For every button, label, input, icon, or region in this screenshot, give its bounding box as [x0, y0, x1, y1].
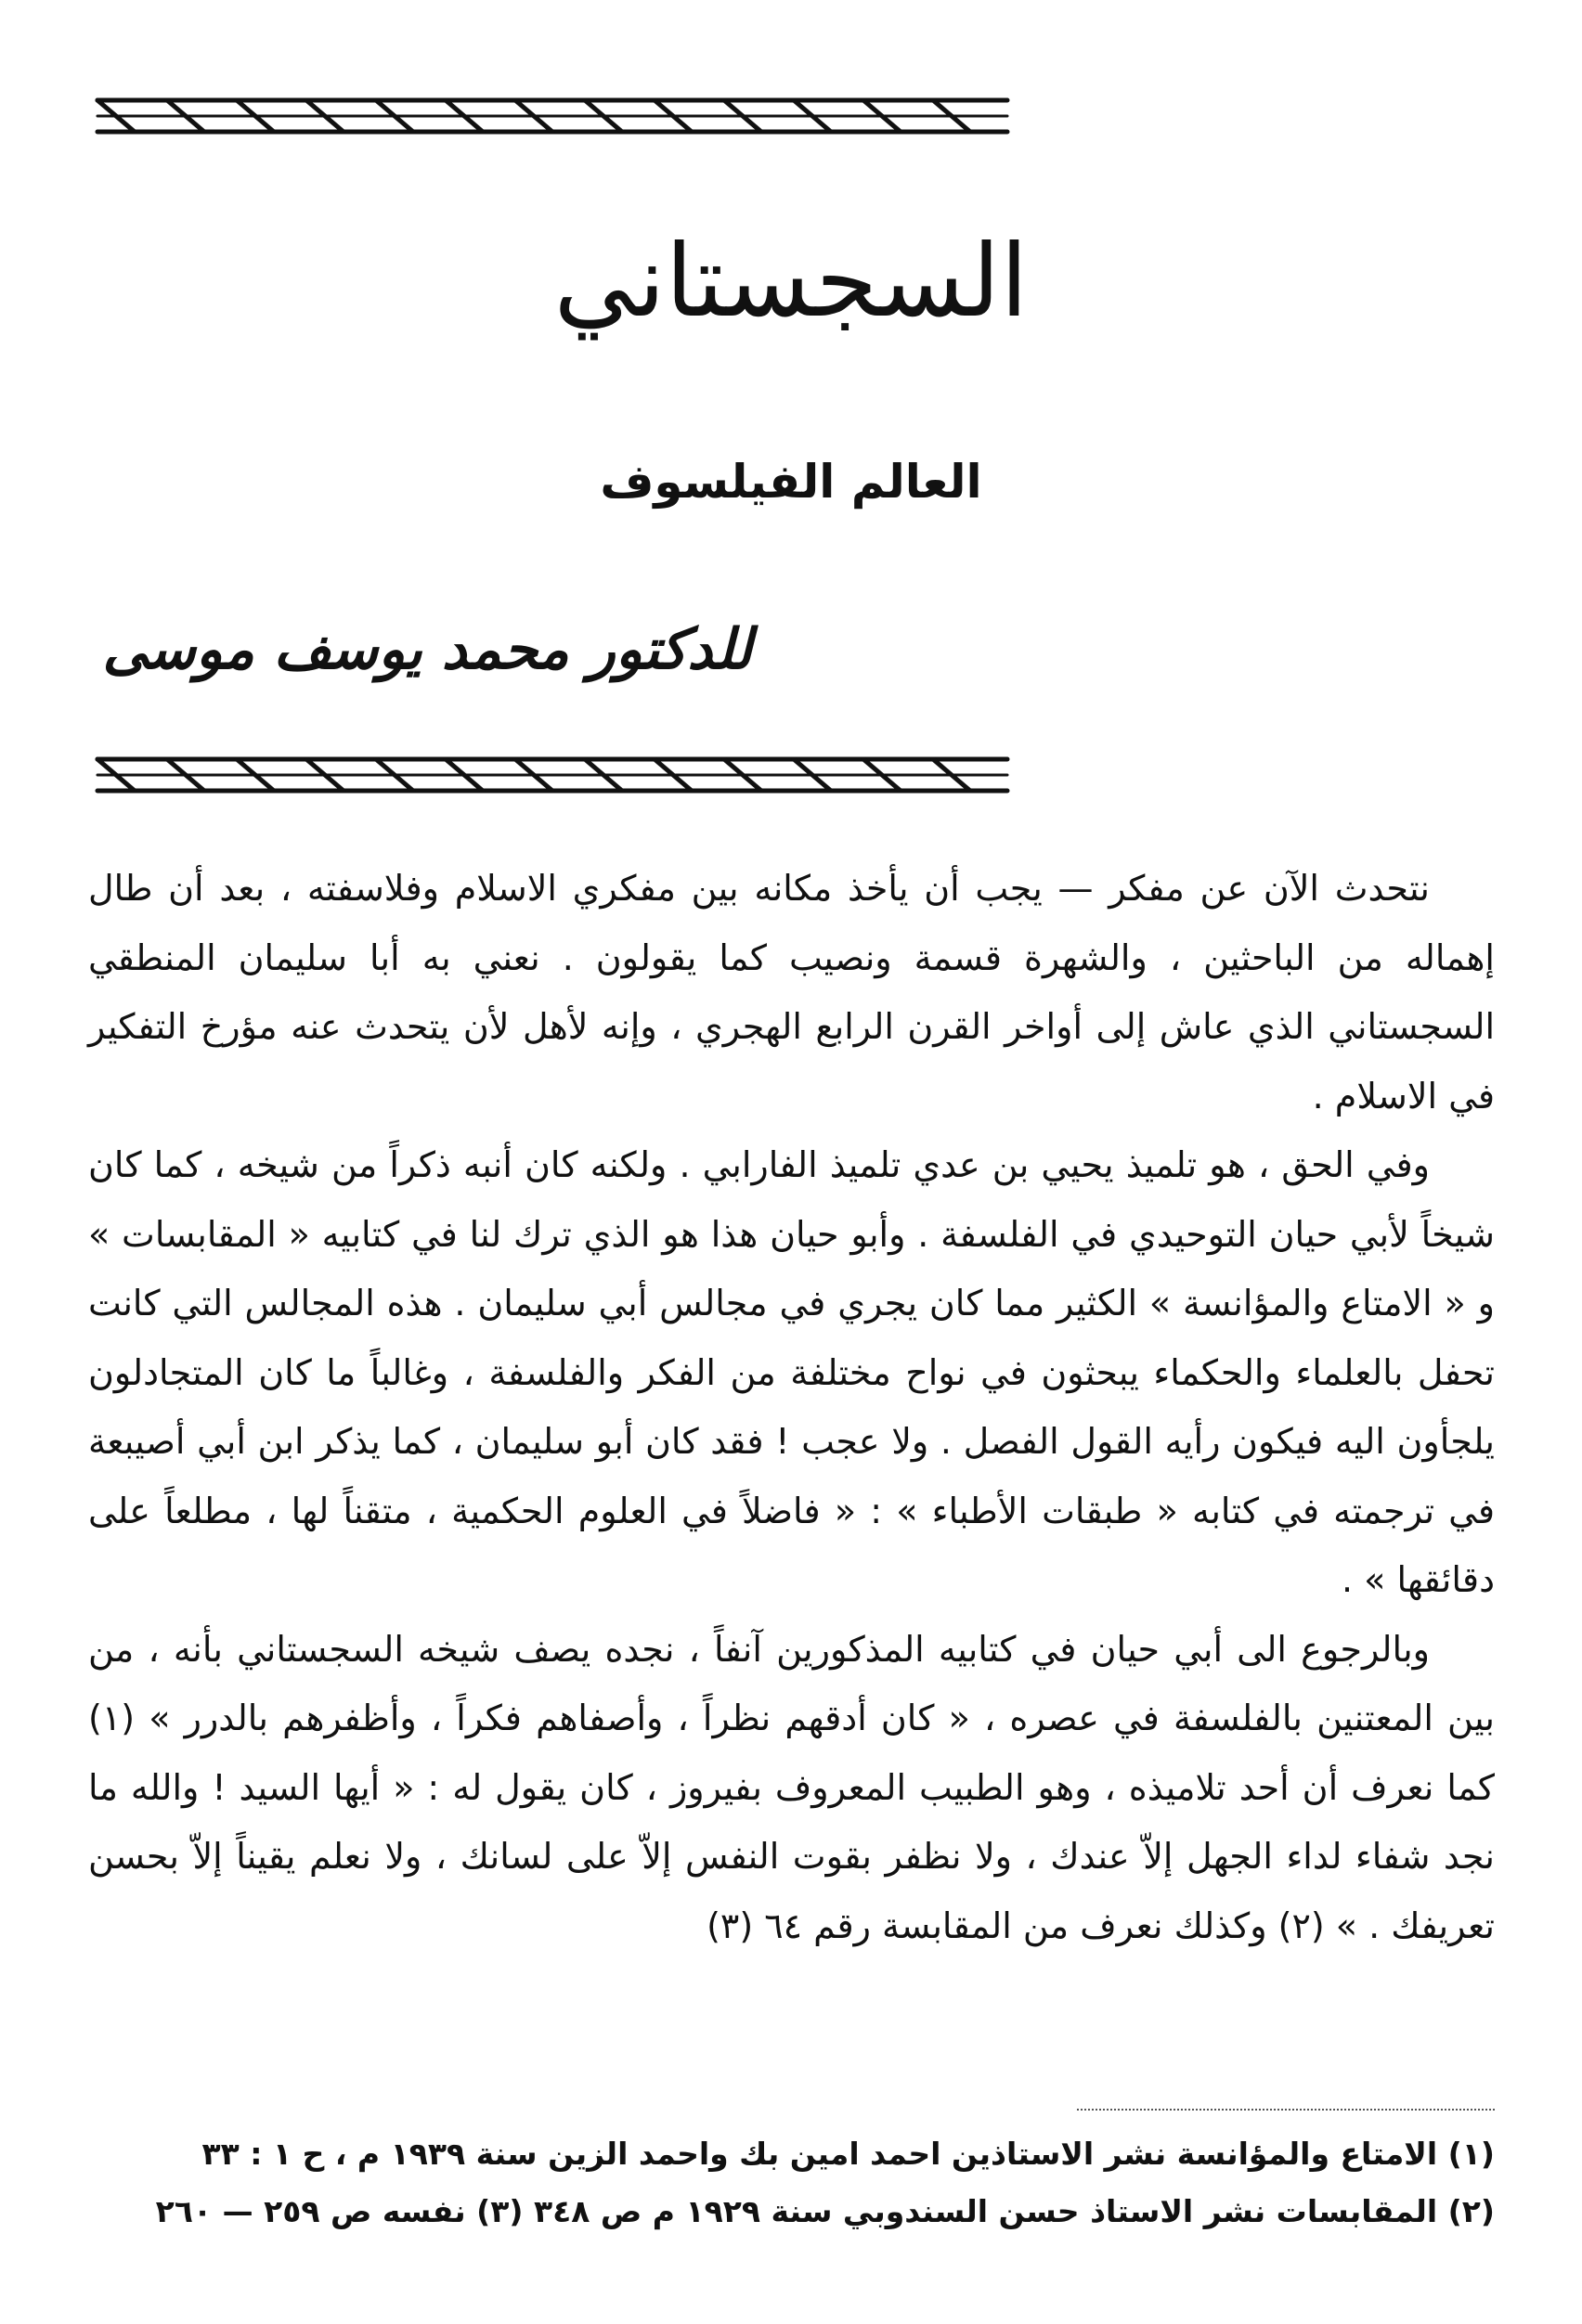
article-subtitle: العالم الفيلسوف	[600, 455, 982, 509]
article-title: السجستاني	[553, 224, 1029, 340]
paragraph-3: وبالرجوع الى أبي حيان في كتابيه المذكورين آنفاً ، نجده يصف شيخه السجستاني بأنه ، من بين المعتنين بالفلسفة في عصره ، « كان أدقهم نظراً ، وأصفاهم فكراً ، وأظفرهم بالدرر » (١) كما نعرف أن أحد تلاميذه ، وهو الطبيب المعروف بفيروز ، كان يقول له : « أيها السيد ! والله ما نجد شفاء لداء الجهل إلاّ عندك ، ولا نظفر بقوت النفس إلاّ على لسانك ، ولا نعلم يقيناً إلاّ بحسن تعريفك . » (٢) وكذلك نعرف من المقابسة رقم ٦٤ (٣)	[88, 1628, 1495, 1946]
footnote-separator	[1077, 2109, 1495, 2111]
top-ornamental-rope-divider	[88, 84, 1017, 148]
article-body	[88, 854, 1495, 1960]
footnote-2-3: (٢) المقابسات نشر الاستاذ حسن السندوبي سنة ١٩٢٩ م ص ٣٤٨ (٣) نفسه ص ٢٥٩ — ٢٦٠	[155, 2193, 1495, 2229]
paragraph-2: وفي الحق ، هو تلميذ يحيي بن عدي تلميذ الفارابي . ولكنه كان أنبه ذكراً من شيخه ، كما كان شيخاً لأبي حيان التوحيدي في الفلسفة . وأبو حيان هذا هو الذي ترك لنا في كتابيه « المقابسات » و « الامتاع والمؤانسة » الكثير مما كان يجري في مجالس أبي سليمان . هذه المجالس التي كانت تحفل بالعلماء والحكماء يبحثون في نواح مختلفة من الفكر والفلسفة ، وغالباً ما كان المتجادلون يلجأون اليه فيكون رأيه القول الفصل . ولا عجب ! فقد كان أبو سليمان ، كما يذكر ابن أبي أصيبعة في ترجمته في كتابه « طبقات الأطباء » : « فاضلاً في العلوم الحكمية ، متقناً لها ، مطلعاً على دقائقها » .	[88, 1144, 1495, 1600]
footnotes	[88, 2125, 1495, 2240]
bottom-ornamental-rope-divider	[88, 742, 1017, 807]
paragraph-1: نتحدث الآن عن مفكر — يجب أن يأخذ مكانه بين مفكري الاسلام وفلاسفته ، بعد أن طال إهماله من الباحثين ، والشهرة قسمة ونصيب كما يقولون . نعني به أبا سليمان المنطقي السجستاني الذي عاش إلى أواخر القرن الرابع الهجري ، وإنه لأهل لأن يتحدث عنه مؤرخ التفكير في الاسلام .	[88, 868, 1495, 1117]
author-byline: للدكتور محمد يوسف موسى	[102, 617, 752, 682]
footnote-1: (١) الامتاع والمؤانسة نشر الاستاذين احمد امين بك واحمد الزين سنة ١٩٣٩ م ، ح ١ : ٣٣	[201, 2136, 1495, 2172]
